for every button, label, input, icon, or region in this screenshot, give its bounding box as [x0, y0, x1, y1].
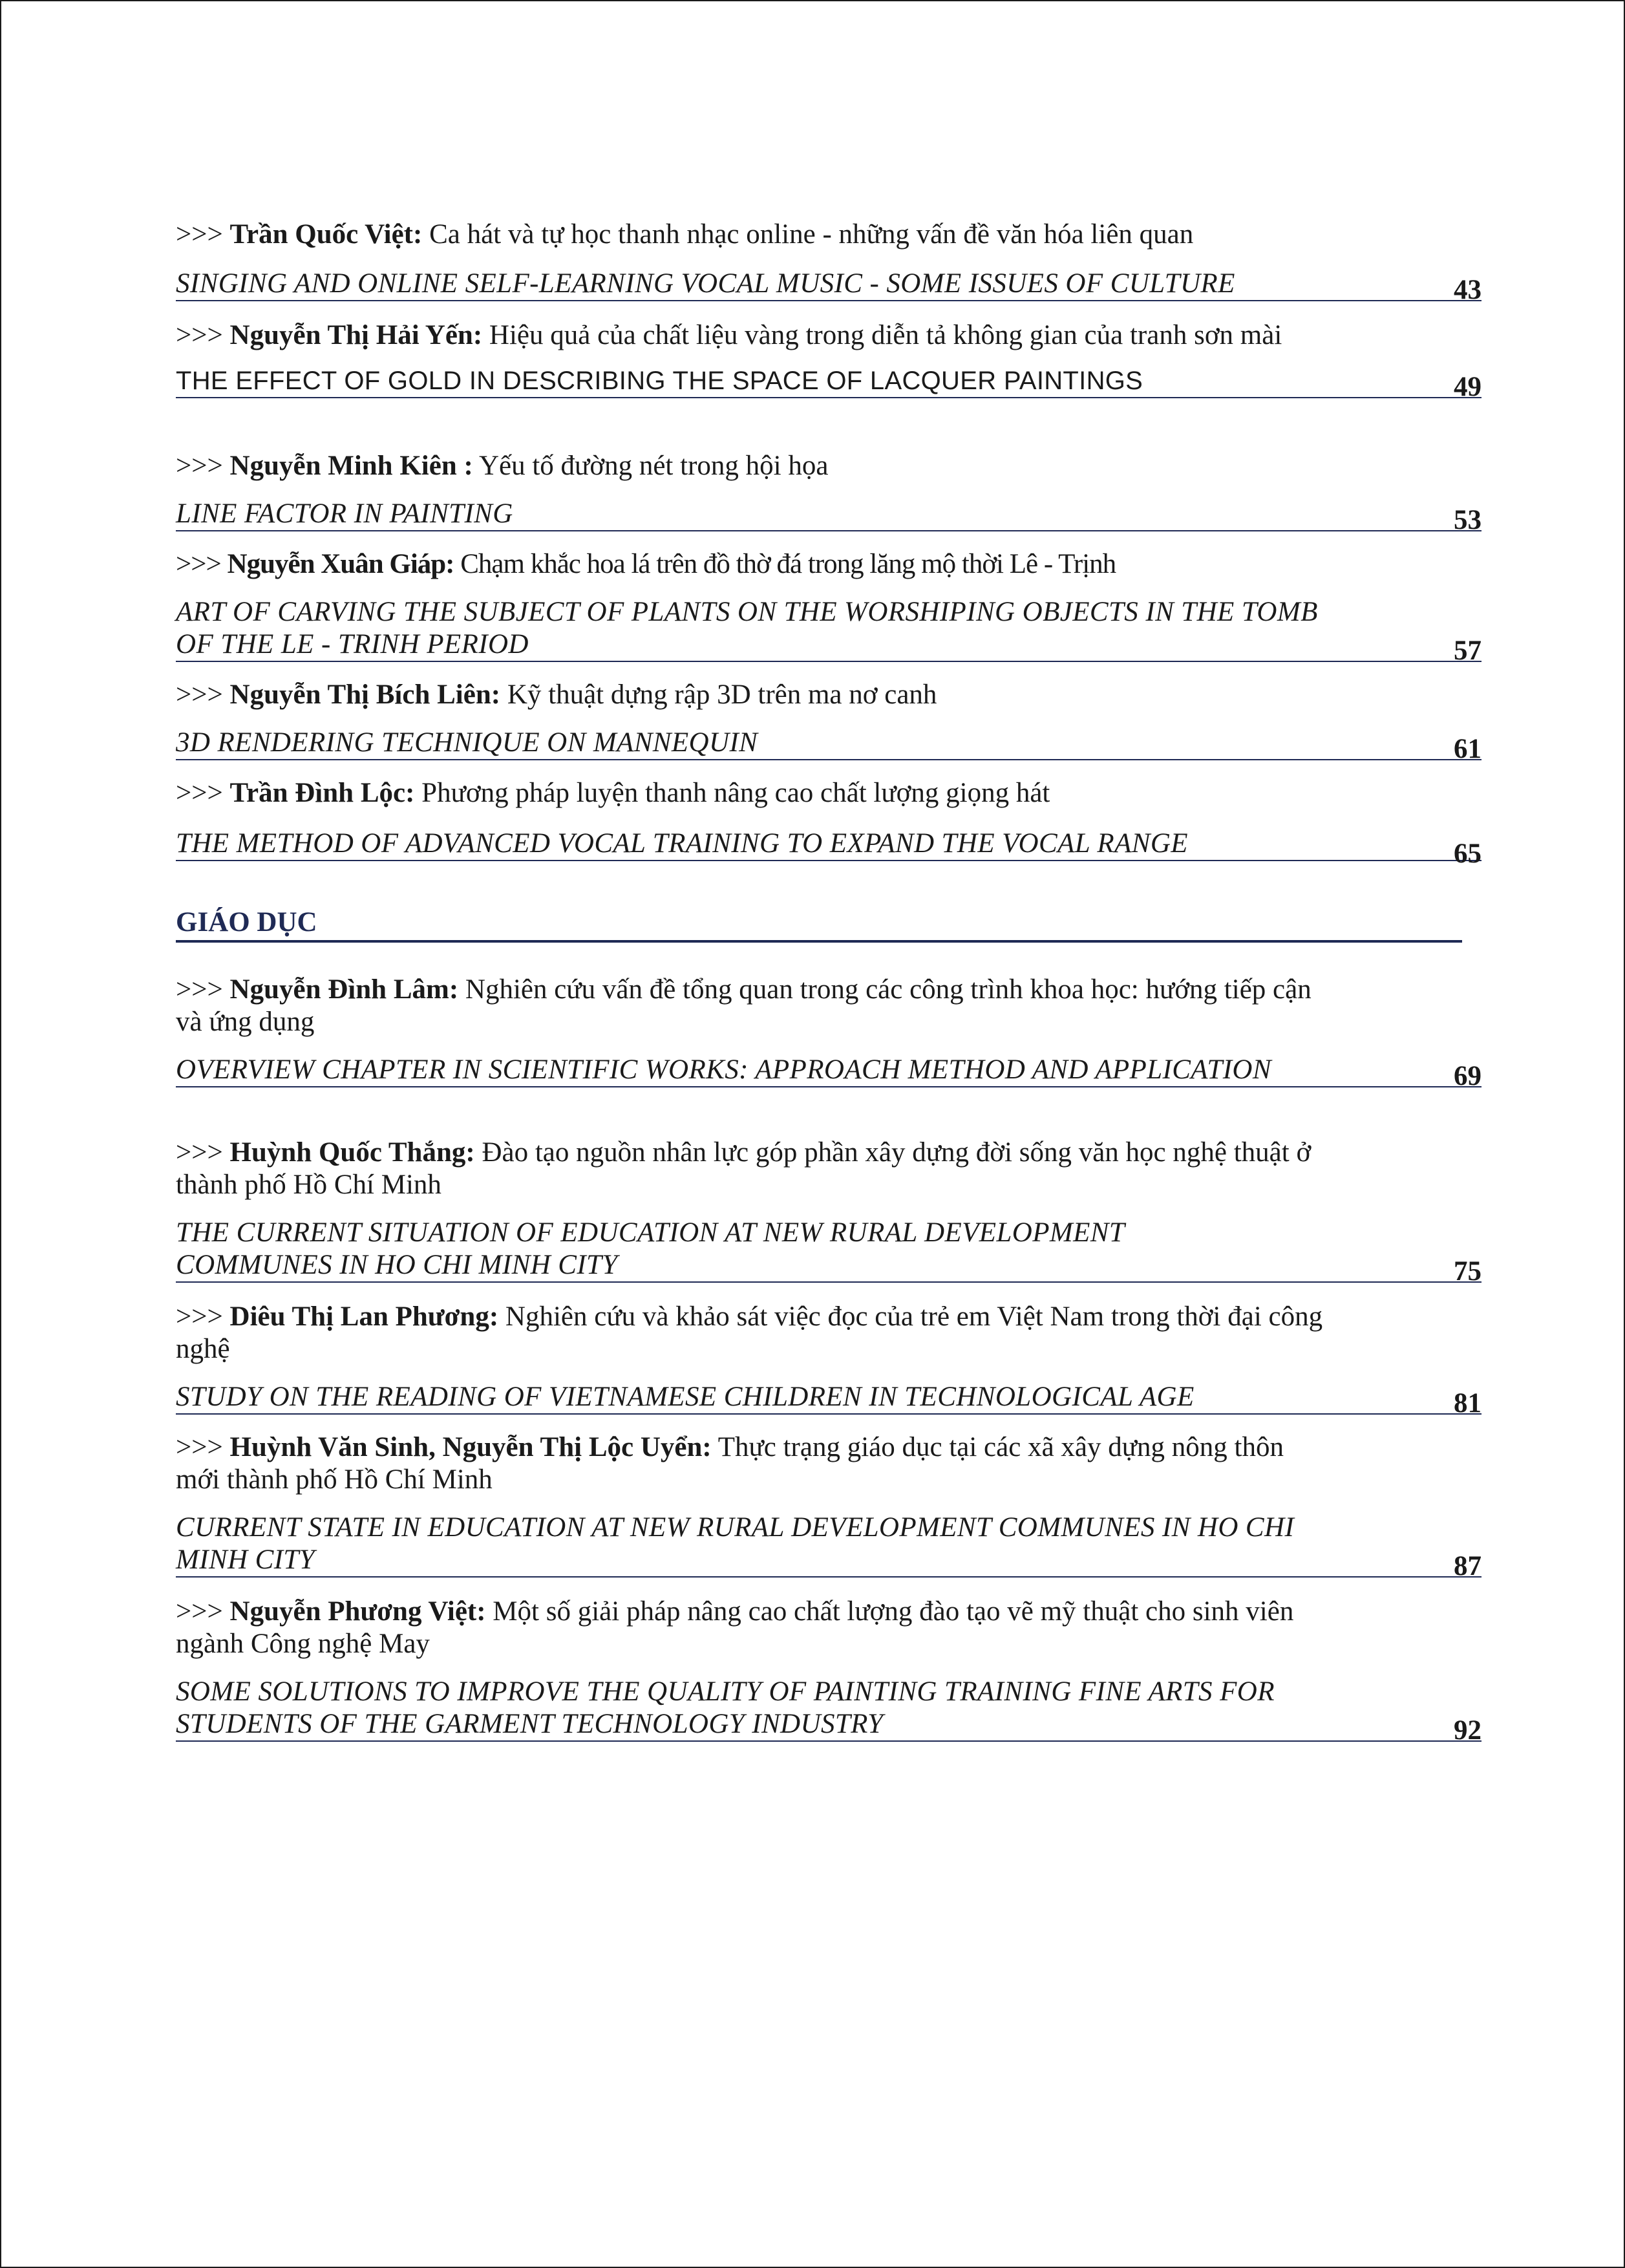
entry-author: Trần Đình Lộc:: [229, 778, 415, 808]
toc-entry[interactable]: [176, 219, 1482, 305]
entry-title-row: [176, 1217, 1482, 1287]
entry-marker: >>>: [176, 1432, 223, 1462]
entry-title-en: THE EFFECT OF GOLD IN DESCRIBING THE SPACE OF LACQUER PAINTINGS: [176, 367, 1143, 395]
toc-entry[interactable]: [176, 450, 1482, 535]
entry-marker: >>>: [176, 1301, 223, 1332]
entry-page-number: 69: [1454, 1061, 1482, 1091]
entry-author: Nguyễn Thị Hải Yến:: [229, 320, 483, 350]
entry-author: Nguyễn Xuân Giáp:: [227, 549, 454, 579]
entry-marker: >>>: [176, 320, 223, 350]
entry-marker: >>>: [176, 1137, 223, 1168]
entry-title-vn: Nghiên cứu vấn đề tổng quan trong các công trình khoa học: hướng tiếp cận và ứng dụng: [176, 974, 1312, 1037]
entry-marker: >>>: [176, 549, 221, 579]
entry-page-number: 75: [1454, 1256, 1482, 1287]
toc-entry[interactable]: [176, 1137, 1482, 1287]
entry-title-row: [176, 596, 1482, 666]
entry-author-line: [176, 548, 1326, 581]
entry-title-en: OVERVIEW CHAPTER IN SCIENTIFIC WORKS: APPROACH METHOD AND APPLICATION: [176, 1054, 1271, 1085]
entry-title-vn: Một số giải pháp nâng cao chất lượng đào tạo vẽ mỹ thuật cho sinh viên ngành Công nghệ May: [176, 1596, 1294, 1659]
entry-title-en: LINE FACTOR IN PAINTING: [176, 498, 513, 529]
entry-page-number: 61: [1454, 734, 1482, 764]
entry-author: Trần Quốc Việt:: [229, 219, 423, 250]
entry-author-line: [176, 319, 1326, 352]
entry-author-line: [176, 1137, 1326, 1201]
entry-author: Nguyễn Thị Bích Liên:: [229, 679, 501, 710]
toc-entry[interactable]: [176, 1431, 1482, 1581]
toc-entry[interactable]: [176, 1301, 1482, 1418]
entry-title-row: [176, 365, 1482, 402]
entry-title-vn: Ca hát và tự học thanh nhạc online - những vấn đề văn hóa liên quan: [429, 219, 1194, 250]
entry-marker: >>>: [176, 778, 223, 808]
entry-title-en: THE METHOD OF ADVANCED VOCAL TRAINING TO EXPAND THE VOCAL RANGE: [176, 828, 1188, 859]
entry-title-en: CURRENT STATE IN EDUCATION AT NEW RURAL DEVELOPMENT COMMUNES IN HO CHI MINH CITY: [176, 1512, 1295, 1575]
entry-title-vn: Nghiên cứu và khảo sát việc đọc của trẻ em Việt Nam trong thời đại công nghệ: [176, 1301, 1323, 1364]
entry-title-vn: Kỹ thuật dựng rập 3D trên ma nơ canh: [507, 679, 937, 710]
entry-marker: >>>: [176, 219, 223, 250]
entry-title-row: [176, 268, 1482, 305]
entry-author: Huỳnh Quốc Thắng:: [229, 1137, 475, 1168]
entry-title-en: SOME SOLUTIONS TO IMPROVE THE QUALITY OF PAINTING TRAINING FINE ARTS FOR STUDENTS OF THE GARMENT TECHNOLOGY INDUSTRY: [176, 1676, 1275, 1739]
toc-entry[interactable]: [176, 777, 1482, 869]
entry-title-row: [176, 498, 1482, 535]
toc-entry[interactable]: [176, 319, 1482, 402]
entry-title-row: [176, 727, 1482, 764]
entry-title-en: ART OF CARVING THE SUBJECT OF PLANTS ON THE WORSHIPING OBJECTS IN THE TOMB OF THE LE - TRINH PERIOD: [176, 597, 1318, 659]
entry-author-line: [176, 1431, 1326, 1496]
section-title: GIÁO DỤC: [176, 907, 317, 937]
entry-title-vn: Hiệu quả của chất liệu vàng trong diễn tả không gian của tranh sơn mài: [489, 320, 1282, 350]
entry-page-number: 57: [1454, 636, 1482, 666]
entry-title-row: [176, 1512, 1482, 1581]
entry-title-row: [176, 1381, 1482, 1418]
entry-author-line: [176, 219, 1326, 251]
entry-marker: >>>: [176, 1596, 223, 1627]
entry-title-en: STUDY ON THE READING OF VIETNAMESE CHILDREN IN TECHNOLOGICAL AGE: [176, 1382, 1195, 1412]
toc-entry[interactable]: [176, 974, 1482, 1091]
entry-page-number: 65: [1454, 839, 1482, 869]
entry-title-en: 3D RENDERING TECHNIQUE ON MANNEQUIN: [176, 727, 758, 758]
entry-title-vn: Thực trạng giáo dục tại các xã xây dựng nông thôn mới thành phố Hồ Chí Minh: [176, 1432, 1284, 1495]
entry-author-line: [176, 974, 1326, 1038]
entry-title-en: SINGING AND ONLINE SELF-LEARNING VOCAL MUSIC - SOME ISSUES OF CULTURE: [176, 268, 1235, 299]
entry-title-row: [176, 1676, 1482, 1746]
entry-title-en: THE CURRENT SITUATION OF EDUCATION AT NEW RURAL DEVELOPMENT COMMUNES IN HO CHI MINH CITY: [176, 1217, 1125, 1280]
entry-author: Nguyễn Phương Việt:: [229, 1596, 486, 1627]
entry-marker: >>>: [176, 679, 223, 710]
entry-page-number: 49: [1454, 372, 1482, 402]
entry-title-vn: Chạm khắc hoa lá trên đồ thờ đá trong lăng mộ thời Lê - Trịnh: [460, 549, 1116, 579]
entry-title-vn: Đào tạo nguồn nhân lực góp phần xây dựng đời sống văn học nghệ thuật ở thành phố Hồ Chí Minh: [176, 1137, 1312, 1200]
toc-entry[interactable]: [176, 1596, 1482, 1746]
entry-page-number: 53: [1454, 505, 1482, 535]
entry-author: Diêu Thị Lan Phương:: [229, 1301, 499, 1332]
entry-title-vn: Yếu tố đường nét trong hội họa: [478, 451, 829, 481]
entry-author: Nguyễn Minh Kiên :: [229, 451, 473, 481]
entry-marker: >>>: [176, 451, 223, 481]
section-heading: [176, 905, 1462, 943]
entry-page-number: 43: [1454, 275, 1482, 305]
entry-page-number: 81: [1454, 1388, 1482, 1418]
entry-author-line: [176, 450, 1326, 482]
entry-author-line: [176, 777, 1326, 809]
entry-page-number: 92: [1454, 1715, 1482, 1746]
entry-author-line: [176, 1596, 1326, 1660]
entry-author: Nguyễn Đình Lâm:: [229, 974, 459, 1005]
entry-author-line: [176, 679, 1326, 711]
entry-author: Huỳnh Văn Sinh, Nguyễn Thị Lộc Uyển:: [229, 1432, 712, 1462]
toc-entry[interactable]: [176, 548, 1482, 666]
entry-marker: >>>: [176, 974, 223, 1005]
entry-title-row: [176, 1054, 1482, 1091]
entry-title-vn: Phương pháp luyện thanh nâng cao chất lượng giọng hát: [421, 778, 1050, 808]
entry-page-number: 87: [1454, 1551, 1482, 1581]
entry-title-row: [176, 828, 1482, 869]
toc-entry[interactable]: [176, 679, 1482, 764]
entry-author-line: [176, 1301, 1326, 1365]
